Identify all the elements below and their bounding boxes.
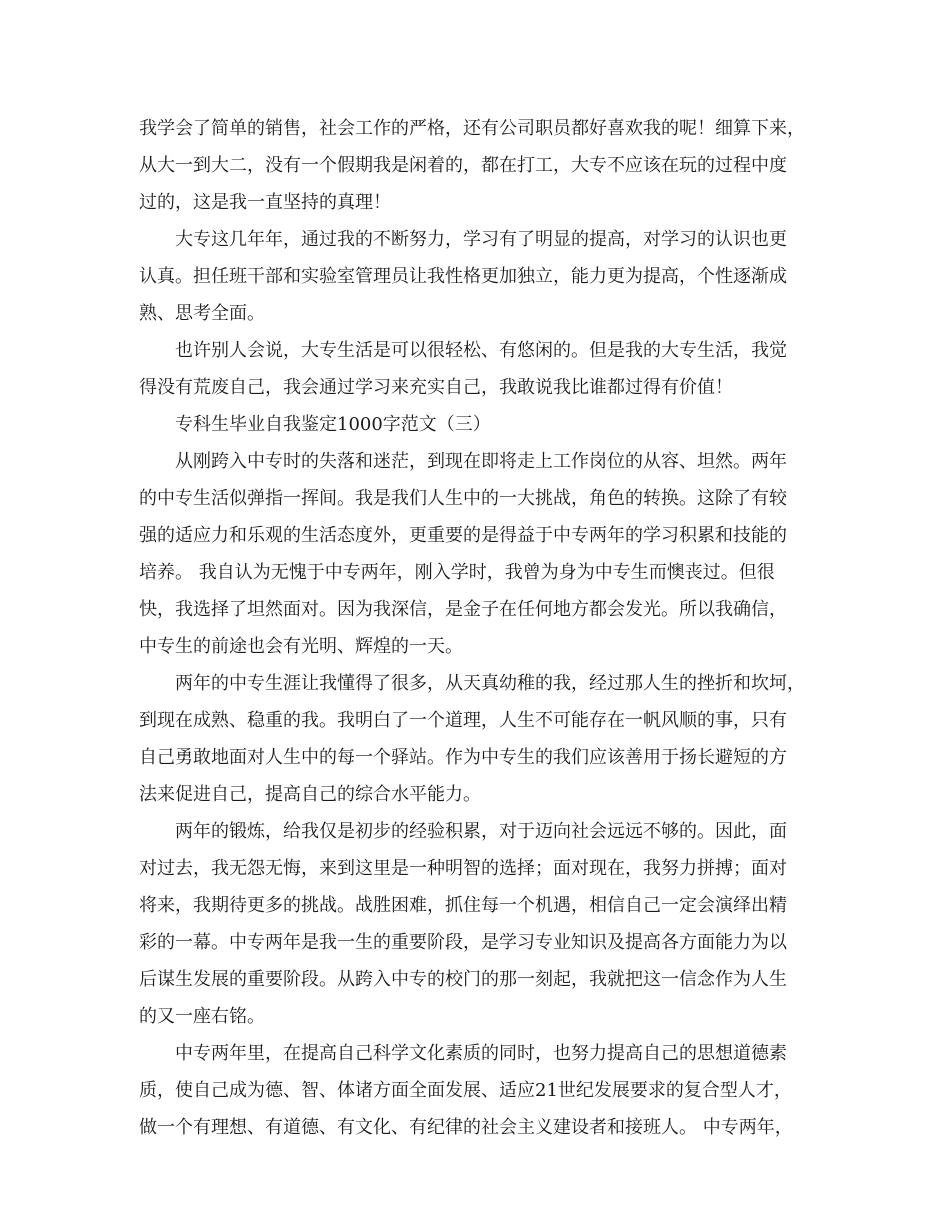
text-line: 将来，我期待更多的挑战。战胜困难，抓住每一个机遇，相信自己一定会演绎出精: [139, 895, 787, 916]
text-line: 两年的中专生涯让我懂得了很多，从天真幼稚的我，经过那人生的挫折和坎坷，: [175, 673, 805, 694]
text-line: 认真。担任班干部和实验室管理员让我性格更加独立，能力更为提高，个性逐渐成: [139, 266, 787, 287]
text-line: 从大一到大二，没有一个假期我是闲着的，都在打工，大专不应该在玩的过程中度: [139, 155, 787, 176]
text-line: 我学会了简单的销售，社会工作的严格，还有公司职员都好喜欢我的呢！细算下来，: [139, 118, 805, 139]
text-line: 到现在成熟、稳重的我。我明白了一个道理，人生不可能存在一帆风顺的事，只有: [139, 710, 787, 731]
text-line: 从刚跨入中专时的失落和迷茫，到现在即将走上工作岗位的从容、坦然。两年: [175, 451, 787, 472]
text-line: 自己勇敢地面对人生中的每一个驿站。作为中专生的我们应该善用于扬长避短的方: [139, 747, 787, 768]
text-line: 对过去，我无怨无悔，来到这里是一种明智的选择；面对现在，我努力拼搏；面对: [139, 858, 787, 879]
text-line: 的中专生活似弹指一挥间。我是我们人生中的一大挑战，角色的转换。这除了有较: [139, 488, 787, 509]
text-line: 过的，这是我一直坚持的真理！: [139, 192, 391, 213]
text-line: 后谋生发展的重要阶段。从跨入中专的校门的那一刻起，我就把这一信念作为人生: [139, 969, 787, 990]
text-line: 的又一座右铭。: [139, 1006, 265, 1027]
text-line: 也许别人会说，大专生活是可以很轻松、有悠闲的。但是我的大专生活，我觉: [175, 340, 787, 361]
text-line: 强的适应力和乐观的生活态度外，更重要的是得益于中专两年的学习积累和技能的: [139, 525, 787, 546]
text-line: 熟、思考全面。: [139, 303, 265, 324]
section-heading: 专科生毕业自我鉴定1000字范文（三）: [175, 414, 491, 435]
text-line: 快，我选择了坦然面对。因为我深信，是金子在任何地方都会发光。所以我确信，: [139, 599, 787, 620]
text-line: 法来促进自己，提高自己的综合水平能力。: [139, 784, 481, 805]
text-line: 得没有荒废自己，我会通过学习来充实自己，我敢说我比谁都过得有价值！: [139, 377, 733, 398]
text-line: 培养。 我自认为无愧于中专两年，刚入学时，我曾为身为中专生而懊丧过。但很: [139, 562, 775, 583]
text-line: 中专两年里，在提高自己科学文化素质的同时，也努力提高自己的思想道德素: [175, 1043, 787, 1064]
text-line: 彩的一幕。中专两年是我一生的重要阶段，是学习专业知识及提高各方面能力为以: [139, 932, 787, 953]
text-line: 做一个有理想、有道德、有文化、有纪律的社会主义建设者和接班人。 中专两年，: [139, 1117, 793, 1138]
text-line: 中专生的前途也会有光明、辉煌的一天。: [139, 636, 463, 657]
text-line: 大专这几年年，通过我的不断努力，学习有了明显的提高，对学习的认识也更: [175, 229, 787, 250]
text-line: 两年的锻炼，给我仅是初步的经验积累，对于迈向社会远远不够的。因此，面: [175, 821, 787, 842]
text-line: 质，使自己成为德、智、体诸方面全面发展、适应21世纪发展要求的复合型人才，: [139, 1080, 792, 1101]
